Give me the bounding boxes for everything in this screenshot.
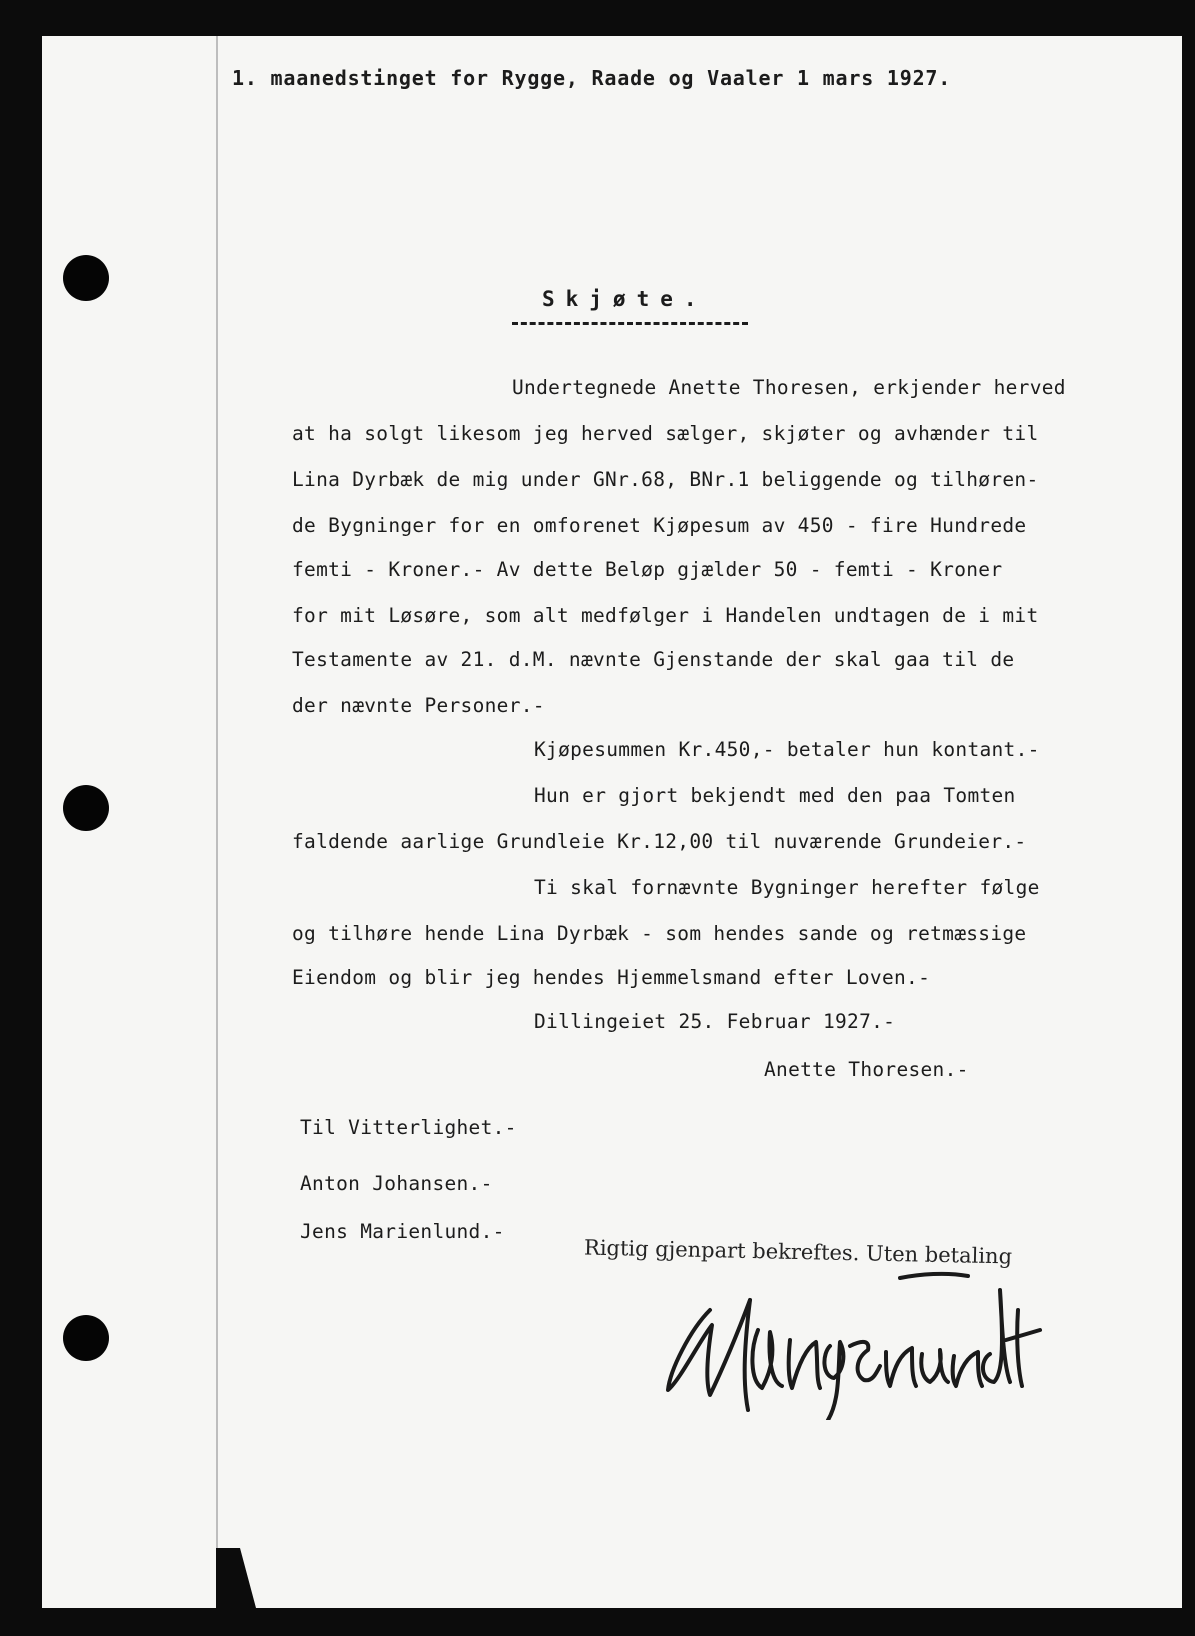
body-line: Ti skal fornævnte Bygninger herefter følge	[534, 876, 1040, 899]
witness-heading: Til Vitterlighet.-	[300, 1116, 517, 1139]
witness-name: Jens Marienlund.-	[300, 1220, 505, 1243]
punch-hole	[63, 255, 109, 301]
body-line: Eiendom og blir jeg hendes Hjemmelsmand efter Loven.-	[292, 966, 931, 989]
place-and-date: Dillingeiet 25. Februar 1927.-	[534, 1010, 896, 1033]
body-line: faldende aarlige Grundleie Kr.12,00 til nuværende Grundeier.-	[292, 830, 1027, 853]
margin-rule	[216, 36, 218, 1608]
body-line: der nævnte Personer.-	[292, 694, 545, 717]
body-line: Undertegnede Anette Thoresen, erkjender herved	[512, 376, 1066, 399]
court-session-header: 1. maanedstinget for Rygge, Raade og Vaaler 1 mars 1927.	[232, 66, 952, 90]
witness-name: Anton Johansen.-	[300, 1172, 493, 1195]
body-line: at ha solgt likesom jeg herved sælger, skjøter og avhænder til	[292, 422, 1039, 445]
body-line: for mit Løsøre, som alt medfølger i Handelen undtagen de i mit	[292, 604, 1039, 627]
title-underline	[512, 322, 748, 325]
body-line: Kjøpesummen Kr.450,- betaler hun kontant.-	[534, 738, 1040, 761]
signer-name: Anette Thoresen.-	[764, 1058, 969, 1081]
body-line: de Bygninger for en omforenet Kjøpesum av 450 - fire Hundrede	[292, 514, 1027, 537]
document-title: Skjøte.	[542, 287, 708, 311]
handwritten-signature	[650, 1270, 1070, 1420]
punch-hole	[63, 785, 109, 831]
body-line: Hun er gjort bekjendt med den paa Tomten	[534, 784, 1016, 807]
certification-stamp: Rigtig gjenpart bekreftes. Uten betaling	[583, 1235, 1013, 1269]
body-line: Lina Dyrbæk de mig under GNr.68, BNr.1 beliggende og tilhøren-	[292, 468, 1039, 491]
body-line: femti - Kroner.- Av dette Beløp gjælder 50 - femti - Kroner	[292, 558, 1003, 581]
punch-hole	[63, 1315, 109, 1361]
body-line: og tilhøre hende Lina Dyrbæk - som hendes sande og retmæssige	[292, 922, 1027, 945]
body-line: Testamente av 21. d.M. nævnte Gjenstande der skal gaa til de	[292, 648, 1015, 671]
